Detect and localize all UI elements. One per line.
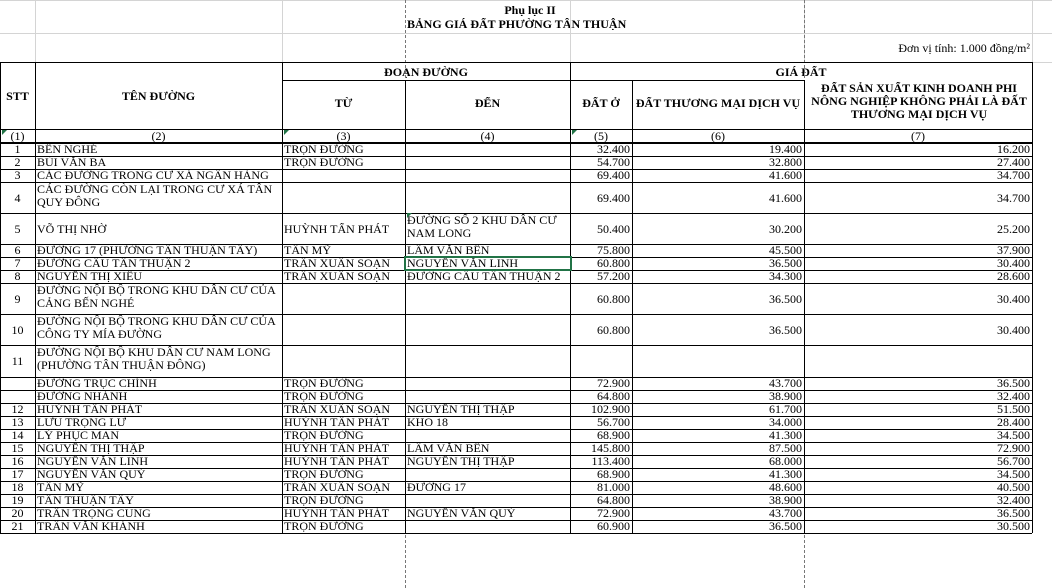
row-price-sxkd[interactable]: 30.500 xyxy=(997,520,1030,532)
row-price-dat-o[interactable]: 113.400 xyxy=(591,455,630,467)
row-price-dat-o[interactable] xyxy=(570,355,632,367)
row-stt[interactable]: 12 xyxy=(11,403,24,415)
header-dat-sxkd[interactable]: ĐẤT SẢN XUẤT KINH DOANH PHI NÔNG NGHIỆP KHÔNG PHẢI LÀ ĐẤT THƯƠNG MẠI DỊCH VỤ xyxy=(811,82,1027,121)
table-border xyxy=(0,244,1032,245)
header-stt[interactable]: STT xyxy=(6,90,29,102)
header-dat-o[interactable]: ĐẤT Ở xyxy=(582,97,620,109)
row-street-name[interactable]: TRẦN TRỌNG CUNG xyxy=(37,507,151,519)
row-street-name[interactable]: TRẦN VĂN KHÁNH xyxy=(37,520,145,532)
row-price-dat-o[interactable]: 57.200 xyxy=(597,270,630,282)
row-price-dat-o[interactable]: 54.700 xyxy=(597,156,630,168)
row-stt[interactable]: 19 xyxy=(11,494,24,506)
table-border xyxy=(0,442,1032,443)
table-border xyxy=(35,62,36,533)
row-price-tmdv[interactable]: 38.900 xyxy=(769,390,802,402)
row-price-tmdv[interactable]: 43.700 xyxy=(769,377,802,389)
row-to[interactable] xyxy=(405,156,570,168)
column-number[interactable]: (2) xyxy=(151,130,166,143)
row-to[interactable]: KHO 18 xyxy=(407,416,448,428)
gridline xyxy=(0,33,1052,34)
table-border xyxy=(632,80,633,533)
gridline xyxy=(570,0,571,62)
row-to[interactable] xyxy=(405,429,570,441)
row-stt[interactable]: 1 xyxy=(14,143,21,155)
table-border xyxy=(405,80,406,533)
row-price-dat-o[interactable]: 64.800 xyxy=(597,390,630,402)
column-number[interactable]: (7) xyxy=(911,130,925,143)
row-price-sxkd[interactable]: 27.400 xyxy=(997,156,1030,168)
header-doan-duong[interactable]: ĐOẠN ĐƯỜNG xyxy=(384,66,468,78)
row-price-sxkd[interactable] xyxy=(804,355,1032,367)
row-from[interactable]: TRẦN XUÂN SOẠN xyxy=(284,403,391,415)
table-border xyxy=(0,62,1032,63)
row-stt[interactable]: 2 xyxy=(14,156,21,168)
row-from[interactable]: HUỲNH TẤN PHÁT xyxy=(284,442,390,454)
row-from[interactable]: TRỌN ĐƯỜNG xyxy=(284,156,364,168)
row-price-sxkd[interactable]: 28.400 xyxy=(997,416,1030,428)
row-from[interactable]: TRẦN XUÂN SOẠN xyxy=(284,481,391,493)
header-gia-dat[interactable]: GIÁ ĐẤT xyxy=(775,66,827,78)
row-stt[interactable]: 3 xyxy=(14,169,21,181)
row-stt[interactable]: 5 xyxy=(14,222,21,235)
table-border xyxy=(804,80,805,533)
table-border xyxy=(0,507,1032,508)
row-from[interactable]: TRỌN ĐƯỜNG xyxy=(284,494,364,506)
row-to[interactable] xyxy=(405,494,570,506)
row-price-dat-o[interactable]: 68.900 xyxy=(597,468,630,480)
selected-cell[interactable] xyxy=(404,256,572,271)
row-price-sxkd[interactable]: 51.500 xyxy=(997,403,1030,415)
row-street-name[interactable]: NGUYỄN VĂN QUỲ xyxy=(37,468,146,480)
table-border xyxy=(282,80,570,81)
row-from[interactable]: TRẦN XUÂN SOẠN xyxy=(284,257,391,269)
table-border xyxy=(0,403,1032,404)
gridline xyxy=(1032,0,1033,62)
row-from[interactable]: HUỲNH TẤN PHÁT xyxy=(284,416,390,428)
row-stt[interactable] xyxy=(0,390,35,402)
row-price-sxkd[interactable]: 30.400 xyxy=(997,323,1030,336)
row-price-sxkd[interactable]: 37.900 xyxy=(997,244,1030,256)
table-border xyxy=(0,455,1032,456)
table-border xyxy=(0,533,1032,534)
row-price-dat-o[interactable]: 60.800 xyxy=(597,257,630,269)
table-border xyxy=(0,143,1032,144)
row-price-dat-o[interactable]: 56.700 xyxy=(597,416,630,428)
row-to[interactable] xyxy=(405,377,570,389)
appendix-label: Phụ lục II xyxy=(504,4,556,16)
row-price-tmdv[interactable]: 45.500 xyxy=(769,244,802,256)
row-price-tmdv[interactable]: 34.000 xyxy=(769,416,802,428)
row-price-tmdv[interactable]: 41.600 xyxy=(769,169,802,181)
row-price-dat-o[interactable]: 69.400 xyxy=(597,169,630,181)
row-stt[interactable]: 6 xyxy=(14,244,21,256)
column-number[interactable]: (5) xyxy=(594,130,608,143)
row-price-dat-o[interactable]: 68.900 xyxy=(597,429,630,441)
row-from[interactable] xyxy=(282,192,405,204)
row-to[interactable] xyxy=(405,355,570,367)
row-price-sxkd[interactable]: 16.200 xyxy=(997,143,1030,155)
table-border xyxy=(0,182,1032,183)
row-price-sxkd[interactable]: 28.600 xyxy=(997,270,1030,282)
row-street-name[interactable]: LƯU TRỌNG LƯ xyxy=(37,416,127,428)
row-stt[interactable]: 21 xyxy=(11,520,24,532)
column-number[interactable]: (1) xyxy=(10,130,25,143)
row-street-name[interactable]: BÙI VĂN BA xyxy=(37,156,107,168)
row-from[interactable]: TRẦN XUÂN SOẠN xyxy=(284,270,391,282)
row-stt[interactable]: 17 xyxy=(11,468,24,480)
row-price-sxkd[interactable]: 34.700 xyxy=(997,191,1030,204)
row-price-tmdv[interactable]: 41.300 xyxy=(769,429,802,441)
row-from[interactable] xyxy=(282,169,405,181)
gridline xyxy=(35,0,36,62)
table-border xyxy=(0,345,1032,346)
row-street-name[interactable]: ĐƯỜNG NHÁNH xyxy=(37,390,128,402)
row-price-sxkd[interactable]: 32.400 xyxy=(997,494,1030,506)
row-price-dat-o[interactable]: 60.900 xyxy=(597,520,630,532)
row-to[interactable] xyxy=(405,293,570,305)
row-street-name[interactable]: LÝ PHỤC MAN xyxy=(37,429,120,441)
row-from[interactable] xyxy=(282,324,405,336)
row-price-sxkd[interactable]: 34.500 xyxy=(997,429,1030,441)
row-stt[interactable]: 15 xyxy=(11,442,24,454)
row-stt[interactable]: 20 xyxy=(11,507,24,519)
row-price-sxkd[interactable]: 36.500 xyxy=(997,507,1030,519)
row-from[interactable] xyxy=(282,293,405,305)
row-street-name[interactable]: ĐƯỜNG NỘI BỘ TRONG KHU DÂN CƯ CỦA CẢNG BẾN NGHÉ xyxy=(37,284,276,310)
row-from[interactable]: TRỌN ĐƯỜNG xyxy=(284,429,364,441)
row-from[interactable]: HUỲNH TẤN PHÁT xyxy=(284,222,390,235)
row-street-name[interactable]: NGUYỄN THỊ XIẾU xyxy=(37,270,143,282)
row-street-name[interactable]: ĐƯỜNG NỘI BỘ KHU DÂN CƯ NAM LONG (PHƯỜNG TÂN THUẬN ĐÔNG) xyxy=(37,346,271,372)
table-border xyxy=(570,80,804,81)
row-stt[interactable]: 14 xyxy=(11,429,24,441)
gridline xyxy=(282,0,283,62)
row-stt[interactable]: 8 xyxy=(14,270,21,282)
header-tu[interactable]: TỪ xyxy=(334,97,353,109)
row-from[interactable]: HUỲNH TẤN PHÁT xyxy=(284,455,390,467)
row-to[interactable]: ĐƯỜNG 17 xyxy=(407,481,466,493)
table-border xyxy=(282,62,283,533)
row-to[interactable] xyxy=(405,324,570,336)
row-to[interactable]: NGUYỄN VĂN LINH xyxy=(407,257,519,269)
row-price-tmdv[interactable]: 32.800 xyxy=(769,156,802,168)
row-stt[interactable] xyxy=(0,377,35,389)
row-stt[interactable]: 9 xyxy=(14,292,21,305)
table-border xyxy=(0,213,1032,214)
row-to[interactable] xyxy=(405,468,570,480)
row-price-dat-o[interactable]: 75.800 xyxy=(597,244,630,256)
row-to[interactable]: NGUYỄN THỊ THẬP xyxy=(407,403,515,415)
row-to[interactable]: ĐƯỜNG SỐ 2 KHU DÂN CƯ NAM LONG xyxy=(407,214,557,240)
row-price-sxkd[interactable]: 34.500 xyxy=(997,468,1030,480)
row-from[interactable]: HUỲNH TẤN PHÁT xyxy=(284,507,390,519)
cell-indicator xyxy=(284,130,289,135)
row-stt[interactable]: 10 xyxy=(11,323,24,336)
row-street-name[interactable]: BẾN NGHÉ xyxy=(37,143,98,155)
row-price-tmdv[interactable]: 61.700 xyxy=(769,403,802,415)
row-price-tmdv[interactable]: 36.500 xyxy=(769,323,802,336)
row-to[interactable]: NGUYỄN VĂN QUỲ xyxy=(407,507,516,519)
row-from[interactable]: TRỌN ĐƯỜNG xyxy=(284,390,364,402)
table-border xyxy=(0,377,1032,378)
table-border xyxy=(570,62,571,533)
row-price-dat-o[interactable]: 64.800 xyxy=(597,494,630,506)
row-price-tmdv[interactable]: 19.400 xyxy=(769,143,802,155)
row-stt[interactable]: 18 xyxy=(11,481,24,493)
row-price-sxkd[interactable]: 34.700 xyxy=(997,169,1030,181)
row-street-name[interactable]: NGUYỄN VĂN LINH xyxy=(37,455,149,467)
row-price-sxkd[interactable]: 56.700 xyxy=(997,455,1030,467)
row-to[interactable] xyxy=(405,520,570,532)
table-border xyxy=(0,416,1032,417)
row-price-dat-o[interactable]: 81.000 xyxy=(597,481,630,493)
row-from[interactable]: TRỌN ĐƯỜNG xyxy=(284,520,364,532)
table-border xyxy=(0,129,1032,130)
row-street-name[interactable]: ĐƯỜNG NỘI BỘ TRONG KHU DÂN CƯ CỦA CÔNG TY MÍA ĐƯỜNG xyxy=(37,315,276,341)
row-price-tmdv[interactable]: 48.600 xyxy=(769,481,802,493)
row-price-tmdv[interactable] xyxy=(632,355,804,367)
row-price-tmdv[interactable]: 34.300 xyxy=(769,270,802,282)
table-border xyxy=(0,156,1032,157)
row-price-tmdv[interactable]: 43.700 xyxy=(769,507,802,519)
row-price-sxkd[interactable]: 36.500 xyxy=(997,377,1030,389)
row-price-sxkd[interactable]: 40.500 xyxy=(997,481,1030,493)
cell-indicator xyxy=(407,213,412,218)
row-price-sxkd[interactable]: 25.200 xyxy=(997,222,1030,235)
row-price-tmdv[interactable]: 41.600 xyxy=(769,191,802,204)
table-border xyxy=(0,314,1032,315)
row-price-dat-o[interactable]: 50.400 xyxy=(597,222,630,235)
table-border xyxy=(0,481,1032,482)
row-price-dat-o[interactable]: 72.900 xyxy=(597,377,630,389)
row-price-tmdv[interactable]: 36.500 xyxy=(769,520,802,532)
sheet-title: BẢNG GIÁ ĐẤT PHƯỜNG TÂN THUẬN xyxy=(407,18,627,30)
row-price-tmdv[interactable]: 41.300 xyxy=(769,468,802,480)
cell-indicator xyxy=(572,130,577,135)
row-price-dat-o[interactable]: 102.900 xyxy=(591,403,630,415)
row-price-sxkd[interactable]: 30.400 xyxy=(997,292,1030,305)
row-price-tmdv[interactable]: 36.500 xyxy=(769,257,802,269)
row-from[interactable]: TRỌN ĐƯỜNG xyxy=(284,468,364,480)
column-number[interactable]: (3) xyxy=(336,130,351,143)
row-to[interactable]: NGUYỄN THỊ THẬP xyxy=(407,455,515,467)
row-from[interactable]: TÂN MỸ xyxy=(284,244,331,256)
table-border xyxy=(0,429,1032,430)
gridline xyxy=(0,0,1052,1)
row-street-name[interactable]: ĐƯỜNG CẦU TÂN THUẬN 2 xyxy=(37,257,191,269)
table-border xyxy=(0,283,1032,284)
row-to[interactable] xyxy=(405,169,570,181)
header-dat-tmdv[interactable]: ĐẤT THƯƠNG MẠI DỊCH VỤ xyxy=(635,97,801,109)
row-street-name[interactable]: NGUYỄN THỊ THẬP xyxy=(37,442,145,454)
row-from[interactable]: TRỌN ĐƯỜNG xyxy=(284,143,364,155)
unit-note: Đơn vị tính: 1.000 đồng/m² xyxy=(898,42,1030,54)
row-stt[interactable]: 13 xyxy=(11,416,24,428)
table-border xyxy=(0,494,1032,495)
header-ten-duong[interactable]: TÊN ĐƯỜNG xyxy=(121,90,196,102)
row-price-sxkd[interactable]: 32.400 xyxy=(997,390,1030,402)
row-price-dat-o[interactable]: 60.800 xyxy=(597,292,630,305)
row-from[interactable]: TRỌN ĐƯỜNG xyxy=(284,377,364,389)
row-stt[interactable]: 16 xyxy=(11,455,24,467)
column-number[interactable]: (4) xyxy=(480,130,495,143)
row-street-name[interactable]: HUỲNH TẤN PHÁT xyxy=(37,403,143,415)
row-price-dat-o[interactable]: 145.800 xyxy=(591,442,630,454)
row-to[interactable]: LÂM VĂN BỀN xyxy=(407,244,490,256)
row-street-name[interactable]: ĐƯỜNG 17 (PHƯỜNG TÂN THUẬN TÂY) xyxy=(37,244,258,256)
row-to[interactable]: LÂM VĂN BỀN xyxy=(407,442,490,454)
row-street-name[interactable]: VÕ THỊ NHỜ xyxy=(37,222,107,235)
row-street-name[interactable]: TÂN THUẬN TÂY xyxy=(37,494,134,506)
column-number[interactable]: (6) xyxy=(711,130,725,143)
row-price-tmdv[interactable]: 87.500 xyxy=(769,442,802,454)
table-border xyxy=(0,390,1032,391)
row-to[interactable] xyxy=(405,390,570,402)
row-street-name[interactable]: TÂN MỸ xyxy=(37,481,84,493)
row-stt[interactable]: 7 xyxy=(14,257,21,269)
table-border xyxy=(0,468,1032,469)
row-stt[interactable]: 11 xyxy=(11,355,24,367)
header-den[interactable]: ĐẾN xyxy=(474,97,501,109)
row-price-tmdv[interactable]: 36.500 xyxy=(769,292,802,305)
row-price-dat-o[interactable]: 72.900 xyxy=(597,507,630,519)
row-price-sxkd[interactable]: 72.900 xyxy=(997,442,1030,454)
row-price-dat-o[interactable]: 60.800 xyxy=(597,323,630,336)
row-price-sxkd[interactable]: 30.400 xyxy=(997,257,1030,269)
row-stt[interactable]: 4 xyxy=(14,191,21,204)
row-price-dat-o[interactable]: 69.400 xyxy=(597,191,630,204)
row-street-name[interactable]: CÁC ĐƯỜNG CÒN LẠI TRONG CƯ XÁ TÂN QUY ĐÔNG xyxy=(37,183,273,209)
row-to[interactable] xyxy=(405,143,570,155)
table-border xyxy=(0,62,1,533)
table-border xyxy=(1032,62,1033,533)
row-price-tmdv[interactable]: 68.000 xyxy=(769,455,802,467)
table-border xyxy=(0,169,1032,170)
row-to[interactable]: ĐƯỜNG CẦU TÂN THUẬN 2 xyxy=(407,270,561,282)
row-price-tmdv[interactable]: 30.200 xyxy=(769,222,802,235)
row-to[interactable] xyxy=(405,192,570,204)
row-from[interactable] xyxy=(282,355,405,367)
cell-indicator xyxy=(2,130,7,135)
row-price-dat-o[interactable]: 32.400 xyxy=(597,143,630,155)
row-street-name[interactable]: CÁC ĐƯỜNG TRONG CƯ XÁ NGÂN HÀNG xyxy=(37,169,269,181)
table-border xyxy=(0,520,1032,521)
row-street-name[interactable]: ĐƯỜNG TRỤC CHÍNH xyxy=(37,377,157,389)
row-price-tmdv[interactable]: 38.900 xyxy=(769,494,802,506)
